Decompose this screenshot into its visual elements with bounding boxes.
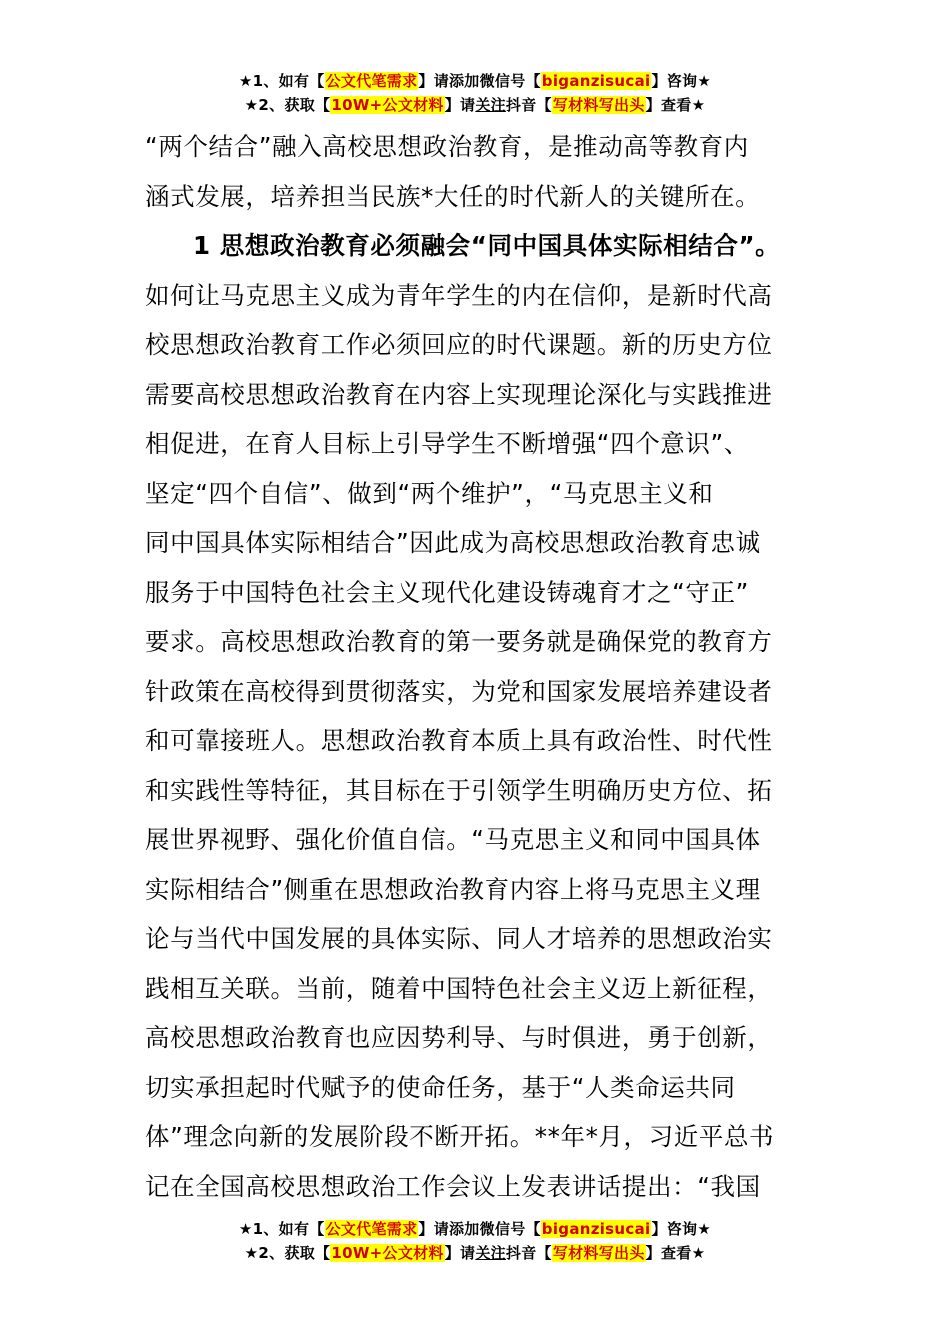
banner-text: 】请添加微信号【 — [418, 72, 541, 90]
body-line: 体”理念向新的发展阶段不断开拓。**年*月，习近平总书 — [145, 1122, 775, 1151]
body-line: 实际相结合”侧重在思想政治教育内容上将马克思主义理 — [145, 874, 761, 904]
body-line: 要求。高校思想政治教育的第一要务就是确保党的教育方 — [145, 627, 773, 656]
body-line: 相促进，在育人目标上引导学生不断增强“四个意识”、 — [145, 429, 749, 458]
banner-text: 抖音【 — [505, 96, 552, 114]
body-line: 践相互关联。当前，随着中国特色社会主义迈上新征程， — [145, 973, 773, 1003]
highlight-wechat-id: biganzisucai — [541, 72, 651, 90]
highlight-douyin: 写材料写出头 — [552, 1244, 645, 1262]
banner-text: 抖音【 — [505, 1244, 552, 1262]
follow-text: 关注 — [475, 1244, 506, 1262]
banner-text: ★1、如有【 — [238, 1220, 325, 1238]
body-line: 论与当代中国发展的具体实际、同人才培养的思想政治实 — [145, 924, 773, 953]
highlight-materials: 10W+公文材料 — [331, 1244, 444, 1262]
section-heading: 1 思想政治教育必须融会“同中国具体实际相结合”。 — [193, 231, 781, 260]
body-line: 涵式发展，培养担当民族*大任的时代新人的关键所在。 — [145, 181, 761, 211]
body-line: 需要高校思想政治教育在内容上实现理论深化与实践推进 — [145, 379, 773, 409]
body-line: 切实承担起时代赋予的使命任务，基于“人类命运共同 — [145, 1072, 736, 1102]
banner-line-2 — [0, 1241, 950, 1265]
body-line: 同中国具体实际相结合”因此成为高校思想政治教育忠诚 — [145, 528, 761, 557]
banner-line-1 — [0, 69, 950, 93]
body-line: 和实践性等特征，其目标在于引领学生明确历史方位、拓 — [145, 775, 773, 805]
banner-text: 】咨询★ — [651, 72, 712, 90]
body-line: 如何让马克思主义成为青年学生的内在信仰，是新时代高 — [145, 280, 773, 310]
body-line: “两个结合”融入高校思想政治教育，是推动高等教育内 — [145, 132, 749, 161]
banner-line-1 — [0, 1217, 950, 1241]
banner-text: 】请 — [444, 1244, 476, 1262]
banner-text: 】查看★ — [645, 96, 706, 114]
body-line: 校思想政治教育工作必须回应的时代课题。新的历史方位 — [145, 330, 773, 359]
bottom-banner — [0, 1217, 950, 1265]
highlight-douyin: 写材料写出头 — [552, 96, 645, 114]
body-line: 针政策在高校得到贯彻落实，为党和国家发展培养建设者 — [145, 676, 773, 706]
banner-text: ★1、如有【 — [238, 72, 325, 90]
body-line: 服务于中国特色社会主义现代化建设铸魂育才之“守正” — [145, 577, 749, 607]
banner-text: 】请 — [444, 96, 476, 114]
follow-text: 关注 — [475, 96, 506, 114]
body-line: 高校思想政治教育也应因势利导、与时俱进，勇于创新， — [145, 1023, 773, 1052]
highlight-materials: 10W+公文材料 — [331, 96, 444, 114]
banner-text: 】查看★ — [645, 1244, 706, 1262]
banner-text: ★2、获取【 — [244, 1244, 331, 1262]
body-line: 坚定“四个自信”、做到“两个维护”，“马克思主义和 — [145, 478, 714, 508]
banner-text: ★2、获取【 — [244, 96, 331, 114]
body-line: 记在全国高校思想政治工作会议上发表讲话提出：“我国 — [145, 1171, 761, 1201]
banner-text: 】咨询★ — [651, 1220, 712, 1238]
highlight-service: 公文代笔需求 — [325, 72, 418, 90]
document-body — [145, 122, 795, 1211]
top-banner — [0, 69, 950, 117]
banner-line-2 — [0, 93, 950, 117]
highlight-wechat-id: biganzisucai — [541, 1220, 651, 1238]
body-line: 和可靠接班人。思想政治教育本质上具有政治性、时代性 — [145, 726, 773, 755]
banner-text: 】请添加微信号【 — [418, 1220, 541, 1238]
highlight-service: 公文代笔需求 — [325, 1220, 418, 1238]
body-line: 展世界视野、强化价值自信。“马克思主义和同中国具体 — [145, 825, 761, 854]
